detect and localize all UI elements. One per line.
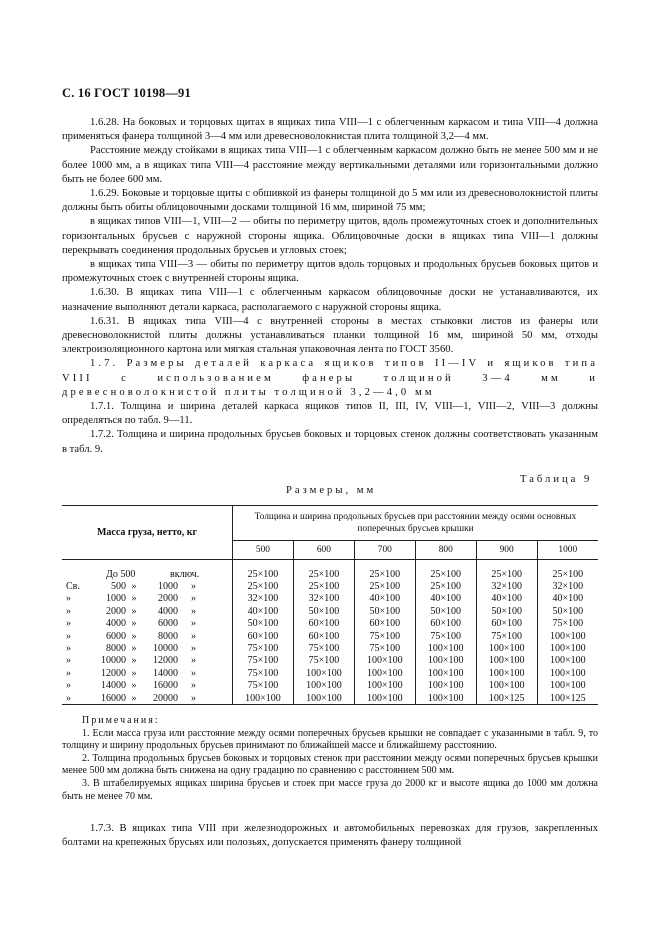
- mass-hi: 6000: [158, 618, 178, 630]
- table-9: [62, 505, 598, 705]
- size-cell: 60×100: [476, 618, 537, 630]
- size-cell: 75×100: [233, 680, 294, 692]
- size-cell: 75×100: [293, 655, 354, 667]
- size-cell: 25×100: [233, 560, 294, 581]
- size-cell: 50×100: [354, 605, 415, 617]
- size-cell: 75×100: [293, 642, 354, 654]
- mass-pre: Св.: [66, 581, 80, 593]
- mass-end: »: [191, 618, 196, 630]
- size-cell: 100×100: [537, 655, 598, 667]
- mass-cell: [62, 560, 233, 581]
- size-cell: 100×125: [476, 692, 537, 705]
- paragraph: в ящиках типов VIII—1, VIII—2 — обиты по периметру щитов, вдоль промежуточных стоек и дополнительных горизонтальных брусьев с наружной стороны ящика. Облицовочные доски в ящиках типа VIII—1 должны перекрывать соединения продольных брусьев и угловых стоек;: [62, 216, 598, 256]
- size-cell: 75×100: [476, 630, 537, 642]
- size-cell: 25×100: [415, 580, 476, 592]
- size-cell: 60×100: [233, 630, 294, 642]
- distance-header: 800: [415, 541, 476, 560]
- table-row: [62, 560, 598, 581]
- mass-pre: »: [66, 593, 71, 605]
- table-row: [62, 642, 598, 654]
- size-cell: 50×100: [537, 605, 598, 617]
- mass-lo: 10000: [101, 655, 126, 667]
- table-row: [62, 630, 598, 642]
- paragraph: 1.6.30. В ящиках типа VIII—1 с облегченным каркасом облицовочные доски не устанавливаются, их назначение выполняют детали каркаса, располагаемого с наружной стороны ящика.: [62, 287, 598, 313]
- size-cell: 75×100: [537, 618, 598, 630]
- note-item: 1. Если масса груза или расстояние между осями поперечных брусьев крышки не совпадает с указанными в табл. 9, то толщину и ширину продольных брусьев принимают по ближайшей массе и ближайшему расстоянию.: [62, 727, 598, 752]
- mass-cell: [62, 580, 233, 592]
- mass-hi: 16000: [153, 680, 178, 692]
- mass-hi: 4000: [158, 605, 178, 617]
- distance-header: 500: [233, 541, 294, 560]
- size-cell: 25×100: [415, 560, 476, 581]
- mass-lo: 16000: [101, 692, 126, 704]
- mass-lo: 1000: [106, 593, 126, 605]
- size-cell: 100×100: [354, 680, 415, 692]
- size-cell: 25×100: [476, 560, 537, 581]
- mass-q: »: [131, 680, 137, 692]
- mass-pre: »: [66, 630, 71, 642]
- paragraph: 1.6.29. Боковые и торцовые щиты с обшивкой из фанеры толщиной до 5 мм или из древесноволокнистой плиты должны быть обиты облицовочными досками толщиной 16 мм, шириной 75 мм;: [62, 188, 598, 214]
- size-cell: 100×100: [354, 692, 415, 705]
- mass-q: »: [131, 643, 137, 655]
- paragraph: 1.6.28. На боковых и торцовых щитах в ящиках типа VIII—1 с облегченным каркасом и типа VIII—4 должна применяться фанера толщиной 3—4 мм или древесноволокнистая плита толщиной 3,2—4 мм.: [62, 117, 598, 143]
- size-cell: 100×100: [233, 692, 294, 705]
- mass-cell: [62, 618, 233, 630]
- table-subtitle: Размеры, мм: [286, 485, 377, 496]
- size-cell: 75×100: [233, 655, 294, 667]
- size-cell: 32×100: [293, 593, 354, 605]
- table-body: [62, 560, 598, 705]
- mass-cell: [62, 692, 233, 705]
- size-cell: 100×100: [293, 667, 354, 679]
- mass-hi: 8000: [158, 630, 178, 642]
- size-cell: 40×100: [537, 593, 598, 605]
- mass-pre: »: [66, 643, 71, 655]
- mass-q: »: [131, 667, 137, 679]
- mass-hi: 20000: [153, 692, 178, 704]
- paragraph: в ящиках типа VIII—3 — обиты по периметру щитов вдоль торцовых и продольных брусьев боковых щитов и промежуточных стоек с внутренней стороны ящика.: [62, 259, 598, 285]
- size-cell: 40×100: [476, 593, 537, 605]
- mass-lo: 500: [111, 581, 126, 593]
- section-heading: 1.7. Размеры деталей каркаса ящиков типов II—IV и ящиков типа VIII с использованием фанеры толщиной 3—4 мм и древесноволокнистой плиты толщиной 3,2—4,0 мм: [62, 358, 598, 398]
- table-row: [62, 580, 598, 592]
- size-cell: 75×100: [415, 630, 476, 642]
- mass-cell: [62, 630, 233, 642]
- mass-pre: »: [66, 680, 71, 692]
- mass-pre: »: [66, 692, 71, 704]
- table-row: [62, 655, 598, 667]
- paragraph: Расстояние между стойками в ящиках типа VIII—1 с облегченным каркасом должно быть не менее 500 мм и не более 1000 мм, а в ящиках типа VIII—4 расстояние между вертикальными деталями или горизонтальными должно быть не более 600 мм.: [62, 145, 598, 185]
- size-cell: 75×100: [354, 642, 415, 654]
- mass-q: »: [131, 692, 137, 704]
- size-cell: 75×100: [233, 667, 294, 679]
- size-cell: 60×100: [293, 630, 354, 642]
- table-row: [62, 618, 598, 630]
- mass-lo: 2000: [106, 605, 126, 617]
- mass-end: »: [191, 581, 196, 593]
- size-cell: 100×100: [293, 692, 354, 705]
- paragraph: 1.6.31. В ящиках типа VIII—4 с внутренней стороны в местах стыковки листов из фанеры или древесноволокнистой плиты должны устанавливаться планки толщиной 16 мм, шириной 50 мм, отходы электроизоляционного картона или мягкая стальная упаковочная лента по ГОСТ 3560.: [62, 315, 598, 356]
- mass-cell: [62, 605, 233, 617]
- notes-title: Примечания:: [82, 715, 160, 726]
- page-header: С. 16 ГОСТ 10198—91: [62, 86, 191, 100]
- table-row: [62, 605, 598, 617]
- mass-q: »: [131, 581, 137, 593]
- size-cell: 40×100: [415, 593, 476, 605]
- note-item: 2. Толщина продольных брусьев боковых и торцовых стенок при расстоянии между осями поперечных брусьев крышки менее 500 мм должна быть снижена на одну градацию по сравнению с расстоянием 500 мм.: [62, 752, 598, 777]
- table-row: [62, 692, 598, 705]
- size-cell: 40×100: [233, 605, 294, 617]
- mass-pre: »: [66, 618, 71, 630]
- size-cell: 100×100: [537, 642, 598, 654]
- size-cell: 100×100: [476, 642, 537, 654]
- mass-lo: До 500: [106, 568, 136, 580]
- size-cell: 100×100: [415, 667, 476, 679]
- mass-q: »: [131, 618, 137, 630]
- paragraph: 1.7.1. Толщина и ширина деталей каркаса ящиков типов II, III, IV, VIII—1, VIII—2, VIII—3 должны определяться по табл. 9—11.: [62, 401, 598, 427]
- size-cell: 100×100: [476, 667, 537, 679]
- paragraph: 1.7.2. Толщина и ширина продольных брусьев боковых и торцовых стенок должны соответствовать указанным в табл. 9.: [62, 429, 598, 455]
- mass-cell: [62, 680, 233, 692]
- size-cell: 25×100: [537, 560, 598, 581]
- distance-header: 700: [354, 541, 415, 560]
- size-cell: 100×100: [415, 655, 476, 667]
- distance-header: 1000: [537, 541, 598, 560]
- table-row: [62, 680, 598, 692]
- size-cell: 60×100: [354, 618, 415, 630]
- table-row: [62, 593, 598, 605]
- size-cell: 25×100: [293, 560, 354, 581]
- mass-hi: 2000: [158, 593, 178, 605]
- size-cell: 25×100: [354, 580, 415, 592]
- size-cell: 100×100: [537, 667, 598, 679]
- mass-lo: 12000: [101, 667, 126, 679]
- mass-q: »: [131, 605, 137, 617]
- distance-header: 900: [476, 541, 537, 560]
- size-cell: 100×100: [537, 630, 598, 642]
- mass-q: »: [131, 655, 137, 667]
- paragraph: 1.7.3. В ящиках типа VIII при железнодорожных и автомобильных перевозках для грузов, закрепленных болтами на крепежных брусьях или полозьях, допускается применять фанеру толщиной: [62, 823, 598, 849]
- final-text-block: [62, 822, 598, 850]
- size-cell: 75×100: [233, 642, 294, 654]
- size-cell: 100×100: [293, 680, 354, 692]
- mass-hi: 14000: [153, 667, 178, 679]
- size-cell: 75×100: [354, 630, 415, 642]
- mass-end: »: [191, 655, 196, 667]
- size-cell: 100×100: [476, 680, 537, 692]
- table-row: [62, 667, 598, 679]
- size-cell: 50×100: [415, 605, 476, 617]
- mass-cell: [62, 642, 233, 654]
- size-cell: 100×100: [415, 680, 476, 692]
- size-cell: 100×100: [415, 692, 476, 705]
- size-cell: 40×100: [354, 593, 415, 605]
- distance-header: 600: [293, 541, 354, 560]
- size-cell: 32×100: [476, 580, 537, 592]
- mass-q: »: [131, 593, 137, 605]
- mass-end: »: [191, 630, 196, 642]
- note-item: 3. В штабелируемых ящиках ширина брусьев и стоек при массе груза до 2000 кг и высоте ящика до 1000 мм должна быть не менее 70 мм.: [62, 777, 598, 802]
- mass-pre: »: [66, 605, 71, 617]
- size-cell: 32×100: [233, 593, 294, 605]
- mass-end: »: [191, 643, 196, 655]
- size-cell: 60×100: [415, 618, 476, 630]
- table-notes: [62, 715, 598, 803]
- size-cell: 100×100: [354, 655, 415, 667]
- size-cell: 25×100: [293, 580, 354, 592]
- mass-q: »: [131, 630, 137, 642]
- col-group-header: Толщина и ширина продольных брусьев при расстоянии между осями основных поперечных брусьев крышки: [233, 506, 599, 541]
- mass-end: »: [191, 692, 196, 704]
- size-cell: 50×100: [476, 605, 537, 617]
- mass-cell: [62, 593, 233, 605]
- body-text-block: [62, 116, 598, 457]
- size-cell: 25×100: [354, 560, 415, 581]
- size-cell: 100×100: [537, 680, 598, 692]
- mass-lo: 8000: [106, 643, 126, 655]
- mass-lo: 4000: [106, 618, 126, 630]
- size-cell: 100×100: [476, 655, 537, 667]
- mass-end: »: [191, 593, 196, 605]
- size-cell: 32×100: [537, 580, 598, 592]
- table-label: Таблица 9: [520, 474, 593, 485]
- size-cell: 50×100: [233, 618, 294, 630]
- size-cell: 100×100: [415, 642, 476, 654]
- size-cell: 100×100: [354, 667, 415, 679]
- size-cell: 25×100: [233, 580, 294, 592]
- col-header-mass: Масса груза, нетто, кг: [62, 506, 233, 560]
- mass-pre: »: [66, 667, 71, 679]
- mass-pre: »: [66, 655, 71, 667]
- mass-end: »: [191, 605, 196, 617]
- size-cell: 50×100: [293, 605, 354, 617]
- mass-lo: 14000: [101, 680, 126, 692]
- size-cell: 60×100: [293, 618, 354, 630]
- mass-lo: 6000: [106, 630, 126, 642]
- mass-hi: 10000: [153, 643, 178, 655]
- mass-end: »: [191, 680, 196, 692]
- mass-hi: 12000: [153, 655, 178, 667]
- size-cell: 100×125: [537, 692, 598, 705]
- mass-cell: [62, 667, 233, 679]
- mass-hi: 1000: [158, 581, 178, 593]
- mass-cell: [62, 655, 233, 667]
- mass-end: »: [191, 667, 196, 679]
- mass-hi: включ.: [170, 568, 200, 580]
